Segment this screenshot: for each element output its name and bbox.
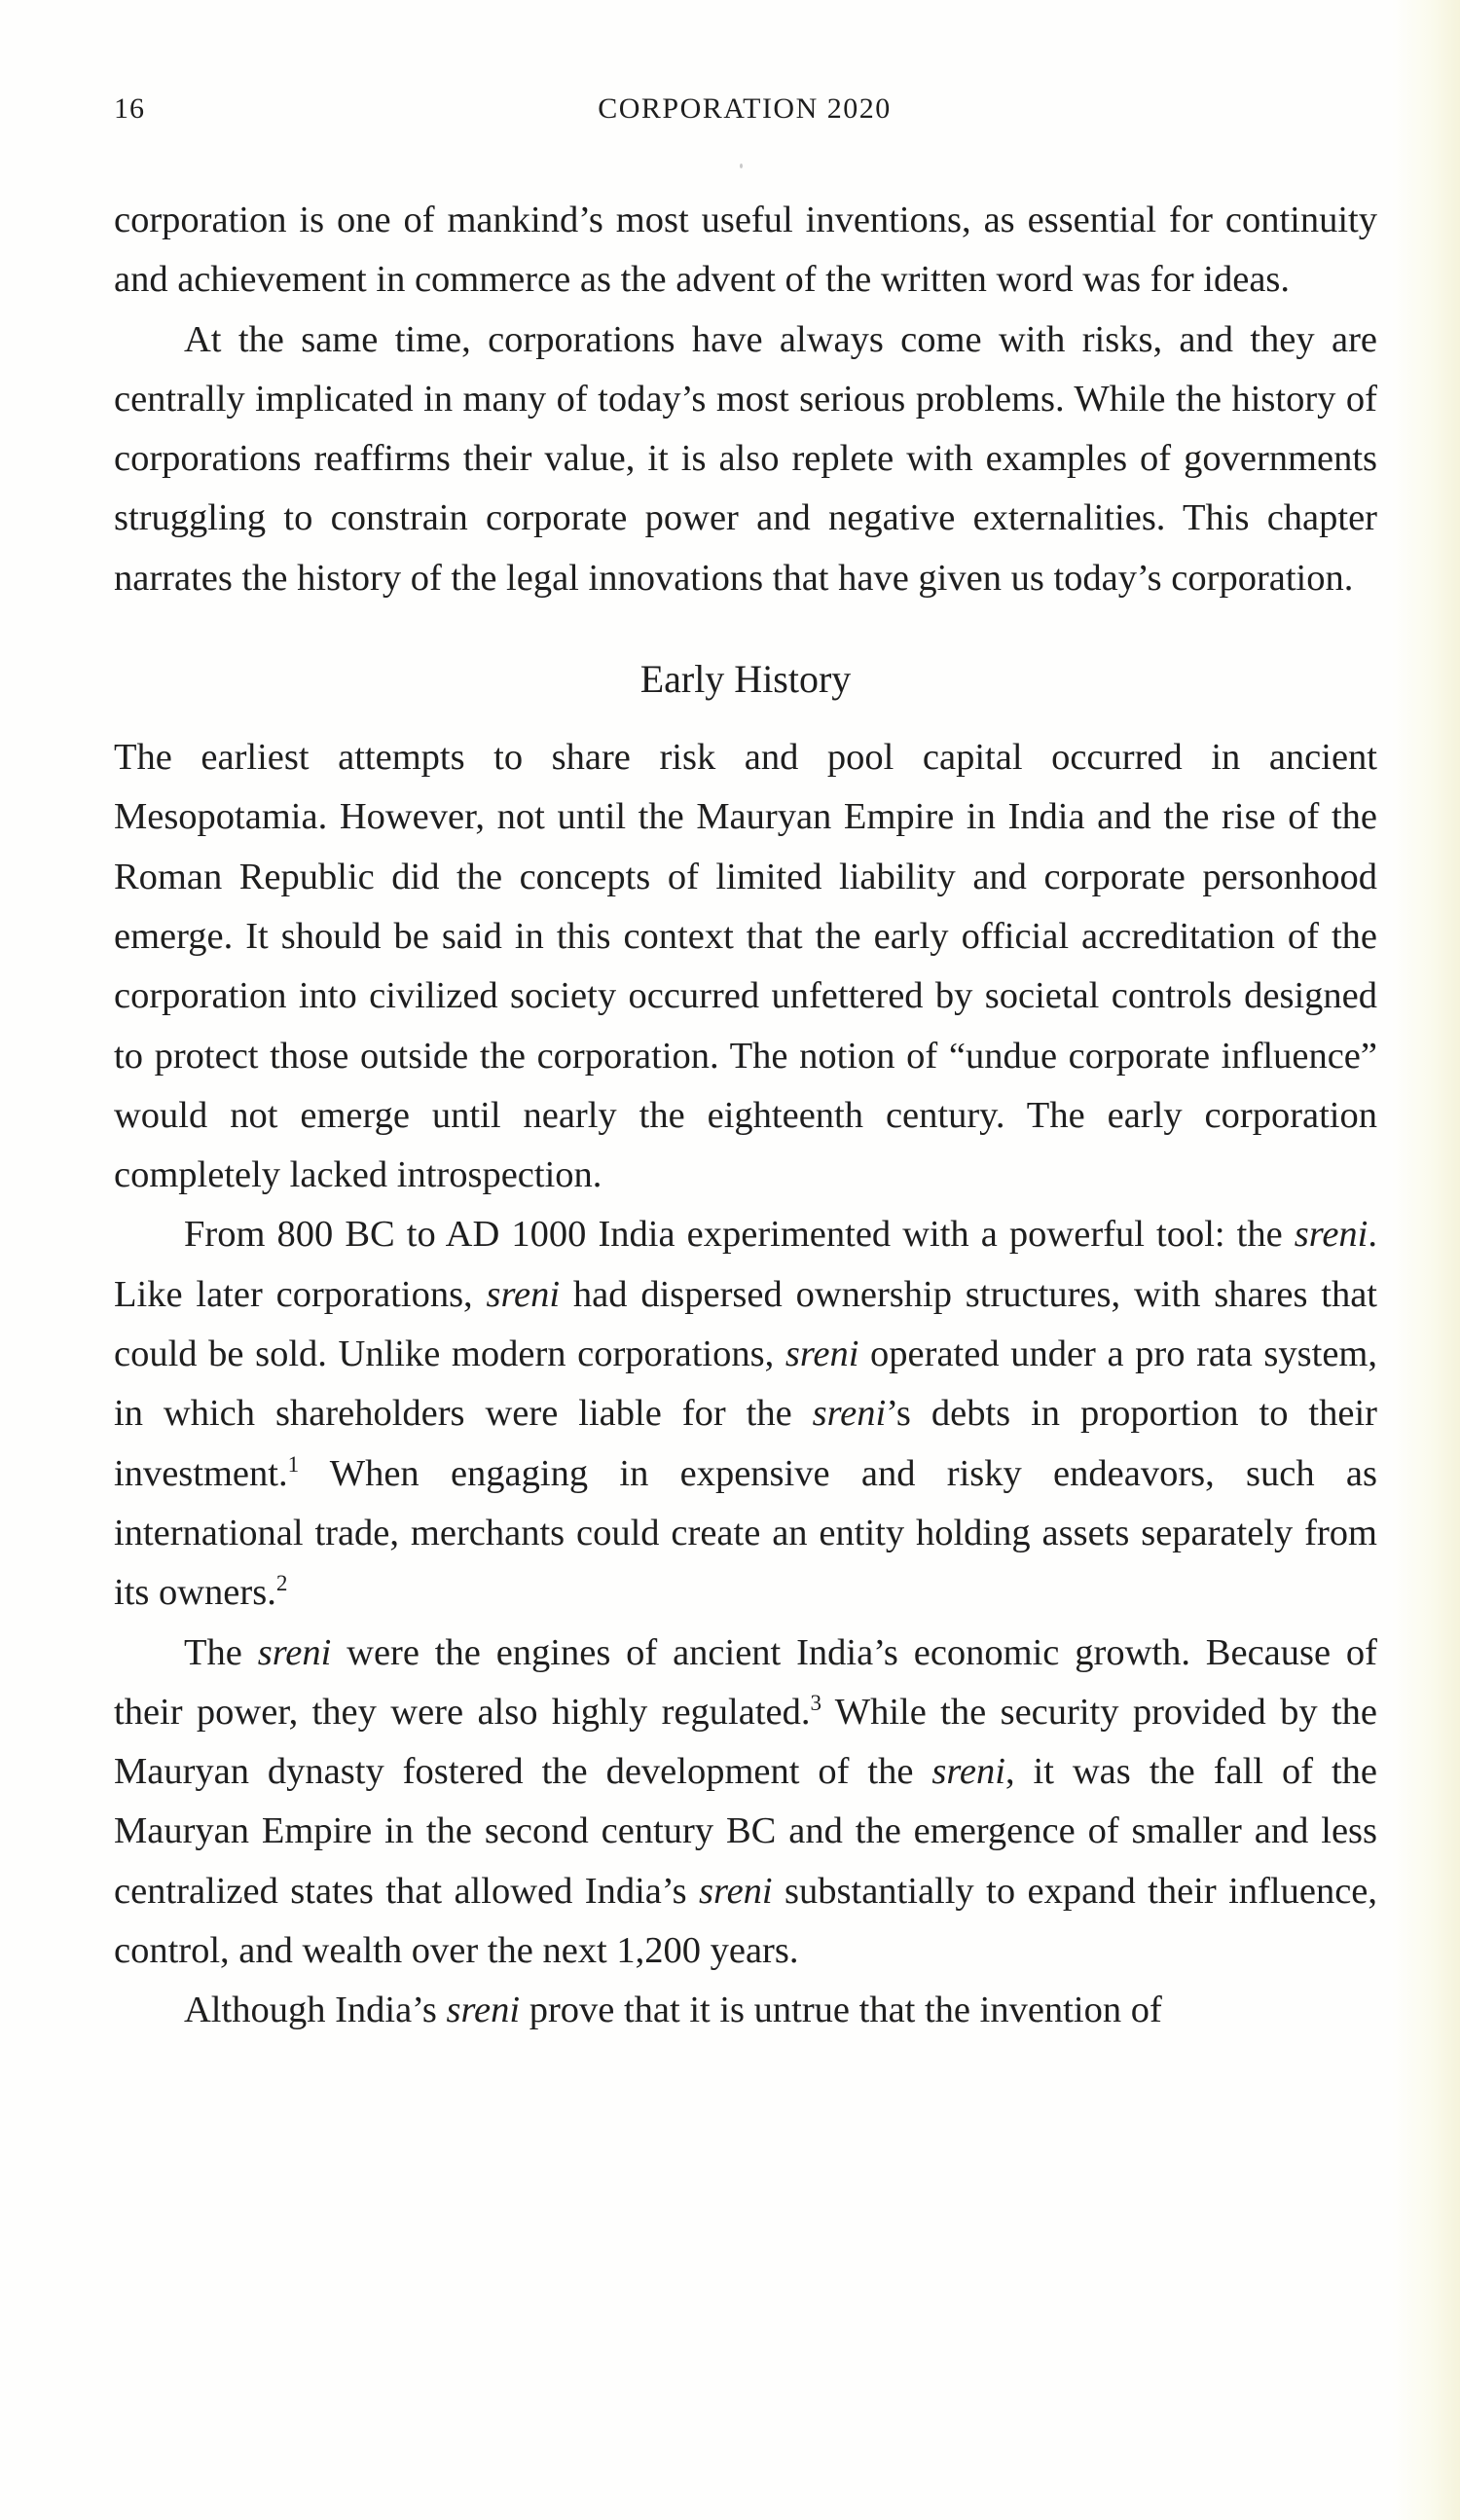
italic-term: sreni: [699, 1870, 773, 1912]
footnote-ref-3[interactable]: 3: [810, 1690, 822, 1715]
italic-term: sreni: [785, 1333, 859, 1375]
paragraph-sreni-growth: [114, 1624, 1377, 1982]
text-run: The: [184, 1631, 258, 1673]
page-body: [114, 191, 1377, 2041]
text-run: substantially to expand their influence, control, and wealth over the next 1,200 years.: [114, 1870, 1378, 1972]
text-run: ’s debts in proportion to their investment.: [114, 1393, 1377, 1494]
italic-term: sreni: [486, 1273, 561, 1315]
italic-term: sreni: [446, 1990, 521, 2031]
italic-term: sreni: [812, 1393, 887, 1435]
text-run: , it was the fall of the Mauryan Empire in the second century BC and the emergence of smaller and less centralized states that allowed India’s: [114, 1751, 1377, 1912]
paragraph-although: [114, 1981, 1377, 2040]
text-run: While the security provided by the Mauryan dynasty fostered the development of the: [114, 1691, 1378, 1793]
text-run: From 800 BC to AD 1000 India experimented with a powerful tool: the: [184, 1214, 1295, 1256]
footnote-ref-1[interactable]: 1: [287, 1450, 300, 1477]
text-run: were the engines of ancient India’s economic growth. Because of their power, they were also highly regulated.: [114, 1631, 1377, 1733]
book-title: CORPORATION 2020: [598, 92, 892, 125]
paragraph-continuation: corporation is one of mankind’s most useful inventions, as essential for continuity and achievement in commerce as the advent of the written word was for ideas.: [114, 200, 1377, 301]
paragraph-intro: At the same time, corporations have always come with risks, and they are centrally implicated in many of today’s most serious problems. While the history of corporations reaffirms their value, it is also replete with examples of governments struggling to constrain corporate power and negative externalities. This chapter narrates the history of the legal innovations that have given us today’s corporation.: [114, 318, 1377, 599]
page-number: 16: [114, 92, 145, 125]
paragraph-early-history: The earliest attempts to share risk and pool capital occurred in ancient Mesopotamia. However, not until the Mauryan Empire in India and the rise of the Roman Republic did the concepts of limited liability and corporate personhood emerge. It should be said in this context that the early official accreditation of the corporation into civilized society occurred unfettered by societal controls designed to protect those outside the corporation. The notion of “undue corporate influence” would not emerge until nearly the eighteenth century. The early corporation completely lacked introspection.: [114, 737, 1377, 1196]
scan-speck: [740, 164, 743, 168]
running-header: [114, 92, 1375, 141]
text-run: prove that it is untrue that the invention of: [520, 1990, 1162, 2031]
text-run: had dispersed ownership structures, with shares that could be sold. Unlike modern corporations,: [114, 1273, 1377, 1375]
text-run: . Like later corporations,: [114, 1214, 1377, 1315]
italic-term: sreni: [257, 1631, 332, 1673]
page-edge-shadow: [1392, 0, 1460, 2520]
paragraph-sreni-intro: [114, 1205, 1377, 1623]
text-run: operated under a pro rata system, in which shareholders were liable for the: [114, 1333, 1377, 1435]
footnote-ref-2[interactable]: 2: [275, 1570, 288, 1596]
italic-term: sreni: [1294, 1214, 1369, 1256]
italic-term: sreni: [931, 1751, 1005, 1793]
text-run: When engaging in expensive and risky endeavors, such as international trade, merchants could create an entity holding assets separately from its owners.: [114, 1452, 1377, 1614]
section-heading: Early History: [639, 657, 852, 702]
text-run: Although India’s: [184, 1990, 447, 2031]
